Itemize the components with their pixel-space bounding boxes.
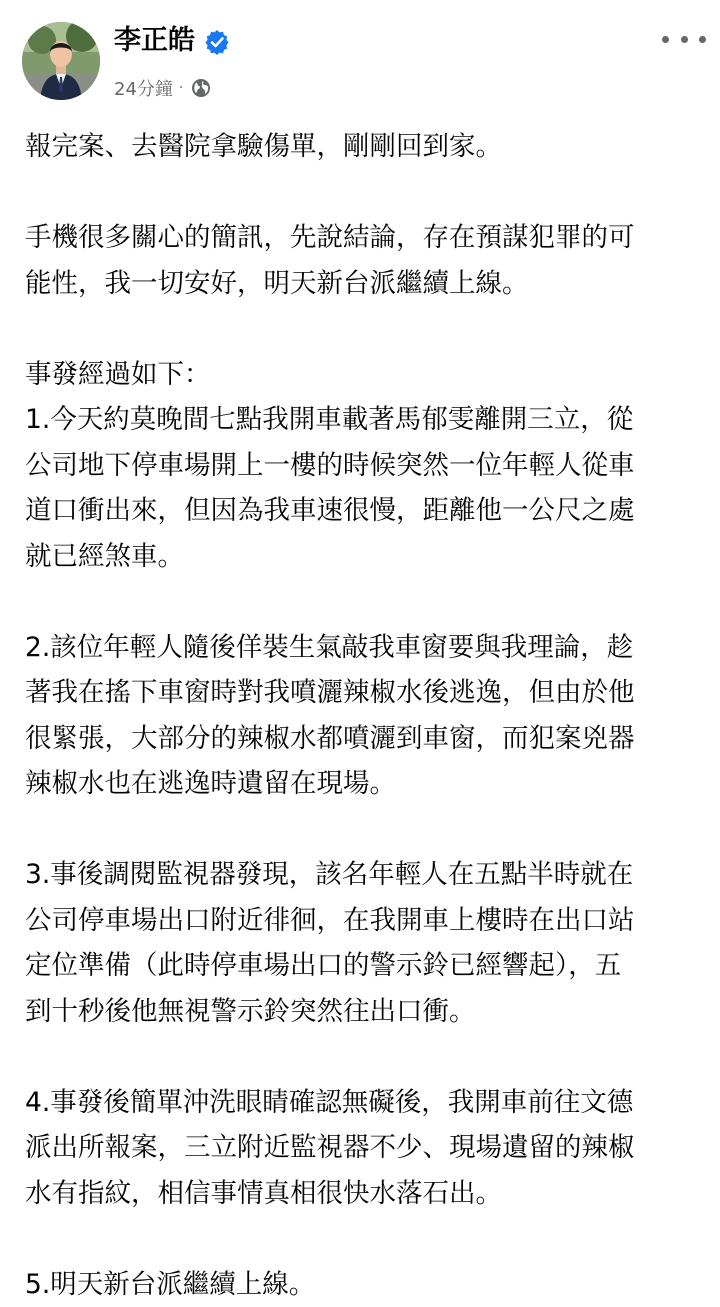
post-body xyxy=(25,124,697,1307)
more-dot xyxy=(681,36,688,43)
more-options-icon[interactable] xyxy=(662,28,706,50)
verified-badge-icon xyxy=(204,29,230,55)
post-paragraph: 4.事發後簡單沖洗眼睛確認無礙後，我開車前往文德 派出所報案，三立附近監視器不少、現場遺留的辣椒 水有指紋，相信事情真相很快水落石出。 xyxy=(25,1080,697,1217)
post-paragraph: 手機很多關心的簡訊，先說結論，存在預謀犯罪的可 能性，我一切安好，明天新台派繼續上線。 xyxy=(25,215,697,306)
post-paragraph: 報完案、去醫院拿驗傷單，剛剛回到家。 xyxy=(25,124,697,170)
more-dot xyxy=(662,36,669,43)
author-avatar[interactable] xyxy=(22,22,100,100)
post-paragraph: 5.明天新台派繼續上線。 xyxy=(25,1262,697,1307)
author-name[interactable]: 李正皓 xyxy=(114,22,195,60)
avatar-photo xyxy=(22,22,100,100)
post-header xyxy=(0,0,720,110)
post-paragraph: 2.該位年輕人隨後佯裝生氣敲我車窗要與我理論，趁 著我在搖下車窗時對我噴灑辣椒水後逃逸，但由於他 很緊張，大部分的辣椒水都噴灑到車窗，而犯案兇器 辣椒水也在逃逸時遺留在現場。 xyxy=(25,625,697,807)
more-dot xyxy=(699,36,706,43)
post-paragraph: 3.事後調閱監視器發現，該名年輕人在五點半時就在 公司停車場出口附近徘徊，在我開車上樓時在出口站 定位準備（此時停車場出口的警示鈴已經響起），五 到十秒後他無視警示鈴突然往出口衝。 xyxy=(25,852,697,1034)
post-meta xyxy=(114,74,211,102)
post-timestamp[interactable]: 24分鐘 xyxy=(114,75,173,101)
globe-icon[interactable] xyxy=(191,78,211,98)
post-paragraph: 事發經過如下： 1.今天約莫晚間七點我開車載著馬郁雯離開三立，從 公司地下停車場開上一樓的時候突然一位年輕人從車 道口衝出來，但因為我車速很慢，距離他一公尺之處 就已經煞車。 xyxy=(25,352,697,580)
meta-separator: · xyxy=(179,80,183,96)
